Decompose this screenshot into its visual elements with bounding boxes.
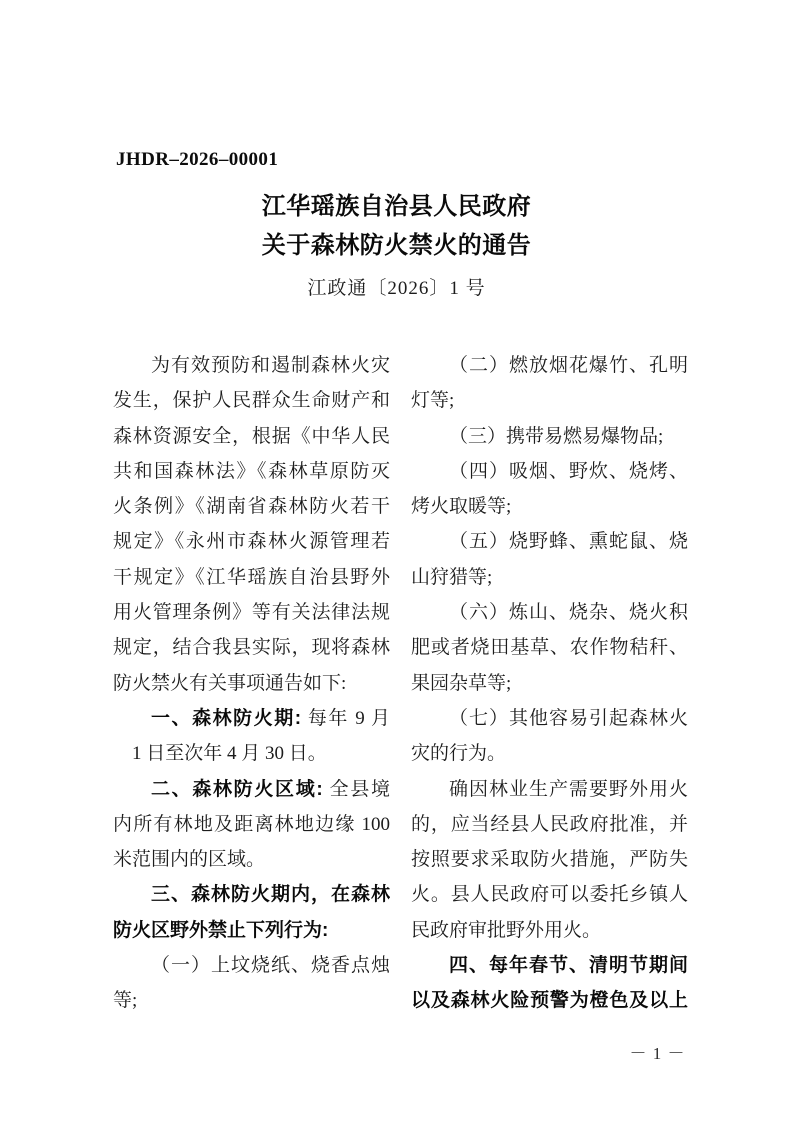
body-text: 按照要求采取防火措施，严防失 xyxy=(411,849,688,871)
page-number: － 1 － xyxy=(629,1044,686,1063)
text-line xyxy=(411,666,688,701)
body-text: 民政府审批野外用火。 xyxy=(411,919,602,941)
text-line xyxy=(113,595,390,630)
text-line xyxy=(113,489,390,524)
text-line xyxy=(113,701,390,736)
text-line xyxy=(113,524,390,559)
text-line xyxy=(411,983,688,1018)
body-text: （一）上坟烧纸、烧香点烛 xyxy=(151,955,390,977)
body-text: 山狩猎等; xyxy=(411,566,493,588)
body-text: 烤火取暖等; xyxy=(411,496,512,518)
body-text: 规定，结合我县实际，现将森林 xyxy=(113,637,390,659)
text-line xyxy=(411,736,688,771)
text-line xyxy=(411,701,688,736)
body-text: 火。县人民政府可以委托乡镇人 xyxy=(411,884,688,906)
text-line xyxy=(411,877,688,912)
text-line xyxy=(411,948,688,983)
text-line xyxy=(113,666,390,701)
title-line-1: 江华瑶族自治县人民政府 xyxy=(261,191,532,220)
text-line xyxy=(113,348,390,383)
heading-text: 二、森林防火区域: xyxy=(151,778,330,800)
body-text: 用火管理条例》等有关法律法规 xyxy=(113,602,390,624)
body-text: 内所有林地及距离林地边缘 100 xyxy=(113,813,390,835)
text-line xyxy=(113,807,390,842)
text-line xyxy=(411,807,688,842)
text-line xyxy=(411,348,688,383)
text-line xyxy=(411,454,688,489)
body-text: （四）吸烟、野炊、烧烤、 xyxy=(449,460,688,482)
heading-text: 三、森林防火期内，在森林 xyxy=(151,884,390,906)
body-text: 等; xyxy=(113,990,138,1012)
text-line xyxy=(113,842,390,877)
text-line xyxy=(113,419,390,454)
heading-text: 以及森林火险预警为橙色及以上 xyxy=(411,990,688,1012)
body-text: （三）携带易燃易爆物品; xyxy=(449,425,664,447)
text-line xyxy=(113,454,390,489)
right-column xyxy=(411,348,688,1019)
body-text: 干规定》《江华瑶族自治县野外 xyxy=(113,566,390,588)
body-text: （二）燃放烟花爆竹、孔明 xyxy=(449,355,688,376)
body-text: 确因林业生产需要野外用火 xyxy=(449,778,688,800)
text-line xyxy=(113,983,390,1018)
body-text: 果园杂草等; xyxy=(411,672,512,694)
text-line xyxy=(411,383,688,418)
body-text: 肥或者烧田基草、农作物秸秆、 xyxy=(411,637,688,659)
body-text: 全县境 xyxy=(329,778,390,800)
text-line xyxy=(113,948,390,983)
body-text: 共和国森林法》《森林草原防灭 xyxy=(113,460,390,482)
body-text: 森林资源安全，根据《中华人民 xyxy=(113,425,390,447)
text-line xyxy=(113,560,390,595)
body-text: 的，应当经县人民政府批准，并 xyxy=(411,813,688,835)
body-text: 每年 9 月 xyxy=(307,707,390,729)
text-line xyxy=(411,842,688,877)
body-text: （五）烧野蜂、熏蛇鼠、烧 xyxy=(449,531,688,553)
body-text: 灯等; xyxy=(411,390,455,412)
text-line xyxy=(411,772,688,807)
heading-text: 防火区野外禁止下列行为: xyxy=(113,919,329,941)
body-text: 发生，保护人民群众生命财产和 xyxy=(113,390,390,412)
text-line xyxy=(113,913,390,948)
body-text: 米范围内的区域。 xyxy=(113,849,266,871)
heading-text: 一、森林防火期: xyxy=(151,707,308,729)
text-line xyxy=(113,877,390,912)
text-line xyxy=(411,595,688,630)
text-line xyxy=(113,383,390,418)
text-line xyxy=(113,736,390,771)
doc-number: 江政通〔2026〕1 号 xyxy=(307,278,486,299)
text-line xyxy=(113,772,390,807)
document-title xyxy=(0,186,793,264)
body-text: 规定》《永州市森林火源管理若 xyxy=(113,531,390,553)
body-text: 灾的行为。 xyxy=(411,743,507,765)
title-line-2: 关于森林防火禁火的通告 xyxy=(261,230,532,259)
text-line xyxy=(113,630,390,665)
doc-id: JHDR–2026–00001 xyxy=(116,149,279,170)
text-line xyxy=(411,524,688,559)
body-text: 火条例》《湖南省森林防火若干 xyxy=(113,496,390,518)
heading-text: 四、每年春节、清明节期间 xyxy=(449,955,688,977)
text-line xyxy=(411,630,688,665)
body-text: （七）其他容易引起森林火 xyxy=(449,707,688,729)
text-line xyxy=(411,913,688,948)
body-text: （六）炼山、烧杂、烧火积 xyxy=(449,602,688,624)
text-line xyxy=(411,489,688,524)
body-text: 1 日至次年 4 月 30 日。 xyxy=(132,743,327,765)
body-text: 防火禁火有关事项通告如下: xyxy=(113,672,347,694)
body-text: 为有效预防和遏制森林火灾 xyxy=(151,355,390,376)
text-line xyxy=(411,419,688,454)
text-line xyxy=(411,560,688,595)
left-column xyxy=(113,348,390,1019)
